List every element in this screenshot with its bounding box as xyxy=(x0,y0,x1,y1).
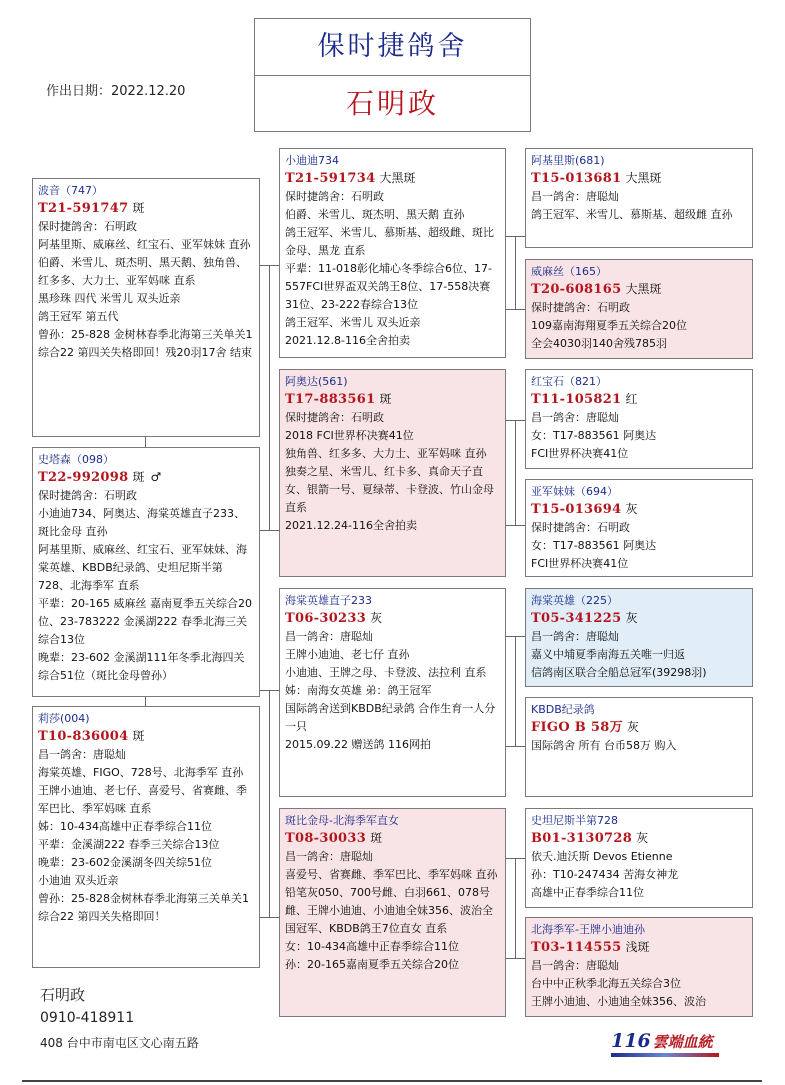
detail-line: 昌一鸽舍：唐聪灿 xyxy=(531,630,619,643)
site-logo xyxy=(611,1030,713,1052)
detail-line: 国际鸽舍送到KBDB纪录鸽 合作生育一人分一只 xyxy=(285,702,496,733)
ring-code: T03-114555 xyxy=(531,940,622,955)
ring-code: T17-883561 xyxy=(285,392,376,407)
detail-line: 女：T17-883561 阿奥达 xyxy=(531,539,657,552)
ring-number xyxy=(38,727,254,746)
detail-line: 晚辈：23-602 金溪湖111年冬季北海四关综合51位（斑比金母曾孙） xyxy=(38,651,245,682)
detail-line: 鸽王冠军、米雪儿、慕斯基、超级雌、斑比金母、黑龙 直系 xyxy=(285,226,494,257)
sex-symbol: ♂ xyxy=(150,470,162,484)
bird-color: 灰 xyxy=(625,611,638,625)
title-box xyxy=(254,18,531,132)
ring-number xyxy=(531,829,747,848)
ring-code: T11-105821 xyxy=(531,392,622,407)
bird-color: 大黑斑 xyxy=(379,171,416,185)
pedigree-card-dam-dam xyxy=(279,808,506,1017)
ring-code: T22-992098 xyxy=(38,470,129,485)
pedigree-card-dam-sire xyxy=(279,588,506,797)
detail-line: 109嘉南海翔夏季五关综合20位 xyxy=(531,319,687,332)
detail-line: 平辈：20-165 威麻丝 嘉南夏季五关综合20位、23-783222 金溪湖222 春季北海三关综合13位 xyxy=(38,597,252,646)
detail-line: 王牌小迪迪、小迪迪全妹356、波治 xyxy=(531,995,706,1008)
issue-date: 作出日期：2022.12.20 xyxy=(46,84,186,99)
ring-code: FIGO B 58万 xyxy=(531,720,623,735)
connector xyxy=(505,525,525,526)
detail-line: 信鸽南区联合全船总冠军(39298羽) xyxy=(531,666,707,679)
detail-line: 保时捷鸽舍：石明政 xyxy=(285,190,384,203)
bird-color: 斑 xyxy=(132,201,145,215)
detail-line: 台中中正秋季北海五关综合3位 xyxy=(531,977,681,990)
bottom-divider xyxy=(22,1080,762,1082)
detail-line: 小迪迪 双头近亲 xyxy=(38,874,119,887)
detail-line: 女：10-434高雄中正春季综合11位 xyxy=(285,940,459,953)
bird-name: 史塔森（098） xyxy=(38,453,114,466)
connector xyxy=(269,690,270,917)
detail-line: 保时捷鸽舍：石明政 xyxy=(38,489,137,502)
detail-line: 昌一鸽舍：唐聪灿 xyxy=(531,190,619,203)
detail-line: FCI世界杯决赛41位 xyxy=(531,447,629,460)
detail-line: 铅笔灰050、700号雌、白羽661、078号雌、王牌小迪迪、小迪迪全妹356、波治全国冠军、KBDB鸽王7位直女 直系 xyxy=(285,886,493,935)
pedigree-card-sss xyxy=(525,148,753,248)
ring-code: T15-013681 xyxy=(531,171,622,186)
connector xyxy=(505,958,525,959)
detail-line: 女：T17-883561 阿奥达 xyxy=(531,429,657,442)
ring-code: T05-341225 xyxy=(531,611,622,626)
pedigree-card-dds xyxy=(525,808,753,908)
ring-code: T06-30233 xyxy=(285,611,367,626)
detail-line: 姊：10-434高雄中正春季综合11位 xyxy=(38,820,212,833)
ring-number xyxy=(285,829,500,848)
ring-code: B01-3130728 xyxy=(531,831,633,846)
pedigree-card-ddd xyxy=(525,917,753,1017)
loft-title: 保时捷鸽舍 xyxy=(255,19,530,76)
bird-color: 斑 xyxy=(132,729,145,743)
connector xyxy=(145,697,146,706)
detail-line: 保时捷鸽舍：石明政 xyxy=(531,521,630,534)
connector xyxy=(505,309,525,310)
pedigree-card-sdd xyxy=(525,479,753,577)
detail-line: 2015.09.22 赠送鸽 116网拍 xyxy=(285,738,431,751)
bird-color: 浅斑 xyxy=(625,940,650,954)
connector xyxy=(259,530,279,531)
ring-number xyxy=(531,390,747,409)
bird-name: 阿基里斯(681) xyxy=(531,154,605,167)
connector xyxy=(515,858,516,958)
footer-owner-name: 石明政 xyxy=(40,986,86,1004)
ring-number xyxy=(285,169,500,188)
ring-number xyxy=(531,169,747,188)
detail-line: 昌一鸽舍：唐聪灿 xyxy=(38,748,126,761)
detail-line: 平辈：11-018彰化埔心冬季综合6位、17-557FCI世界盃双关鸽王8位、17-558决赛31位、23-222春综合13位 xyxy=(285,262,492,311)
ring-number xyxy=(531,938,747,957)
detail-line: 2021.12.24-116全舍拍卖 xyxy=(285,519,417,532)
bird-name: 威麻丝（165） xyxy=(531,265,607,278)
connector xyxy=(515,236,516,309)
detail-line: 昌一鸽舍：唐聪灿 xyxy=(285,850,373,863)
detail-line: 黑珍珠 四代 米雪儿 双头近亲 xyxy=(38,292,181,305)
detail-line: 昌一鸽舍：唐聪灿 xyxy=(285,630,373,643)
detail-line: 全会4030羽140舍残785羽 xyxy=(531,337,667,350)
pedigree-card-sire xyxy=(32,447,260,697)
detail-line: 国际鸽舍 所有 台币58万 购入 xyxy=(531,739,677,752)
pedigree-card-dam xyxy=(32,706,260,968)
detail-line: 小迪迪、王牌之母、卡登波、法拉利 直系 xyxy=(285,666,487,679)
bird-name: 亚军妹妹（694） xyxy=(531,485,618,498)
detail-line: 2018 FCI世界杯决赛41位 xyxy=(285,429,414,442)
detail-line: 曾孙：25-828 金树林春季北海第三关单关1 综合22 第四关失格即回！残20羽17舍 结束 xyxy=(38,328,253,359)
connector xyxy=(145,437,146,447)
ring-code: T21-591747 xyxy=(38,201,129,216)
detail-line: 依夭.迪沃斯 Devos Etienne xyxy=(531,850,673,863)
ring-code: T20-608165 xyxy=(531,282,622,297)
detail-line: 鸽王冠军 第五代 xyxy=(38,310,119,323)
ring-number xyxy=(285,609,500,628)
detail-line: 独奏之星、米雪儿、红卡多、真命天子直女、银箭一号、夏绿蒂、卡登波、竹山金母 直系 xyxy=(285,465,494,514)
bird-color: 斑 xyxy=(379,392,392,406)
logo-number: 116 xyxy=(611,1030,651,1052)
bird-name: 史坦尼斯半第728 xyxy=(531,814,618,827)
bird-name: 小迪迪734 xyxy=(285,154,339,167)
connector xyxy=(505,746,525,747)
connector xyxy=(259,917,279,918)
bird-name: 斑比金母-北海季军直女 xyxy=(285,814,399,827)
detail-line: 阿基里斯、威麻丝、红宝石、亚军妹妹、海棠英雄、KBDB纪录鸽、史坦尼斯半第728、北海季军 直系 xyxy=(38,543,247,592)
pedigree-card-dsd xyxy=(525,697,753,797)
detail-line: 保时捷鸽舍：石明政 xyxy=(38,220,137,233)
footer-phone: 0910-418911 xyxy=(40,1010,135,1026)
detail-line: 伯爵、米雪儿、斑杰明、黑天鹅 直孙 xyxy=(285,208,465,221)
detail-line: 喜爱号、省赛雌、季军巴比、季军妈咪 直孙 xyxy=(285,868,498,881)
connector xyxy=(515,420,516,525)
detail-line: 王牌小迪迪、老七仔 直孙 xyxy=(285,648,410,661)
bird-color: 灰 xyxy=(370,611,383,625)
detail-line: 孙：20-165嘉南夏季五关综合20位 xyxy=(285,958,459,971)
detail-line: 海棠英雄、FIGO、728号、北海季军 直孙 xyxy=(38,766,244,779)
bird-name: 波音（747） xyxy=(38,184,103,197)
bird-color: 斑 xyxy=(132,470,145,484)
detail-line: 王牌小迪迪、老七仔、喜爱号、省赛雌、季军巴比、季军妈咪 直系 xyxy=(38,784,247,815)
ring-code: T10-836004 xyxy=(38,729,129,744)
connector xyxy=(269,265,270,530)
detail-line: 2021.12.8-116全舍拍卖 xyxy=(285,334,410,347)
ring-number xyxy=(531,500,747,519)
bird-name: 北海季军-王牌小迪迪孙 xyxy=(531,923,645,936)
detail-line: 伯爵、米雪儿、斑杰明、黑天鹅、独角兽、红多多、大力士、亚军妈咪 直系 xyxy=(38,256,247,287)
detail-line: 昌一鸽舍：唐聪灿 xyxy=(531,959,619,972)
detail-line: 小迪迪734、阿奥达、海棠英雄直子233、斑比金母 直孙 xyxy=(38,507,245,538)
pedigree-card-ssd xyxy=(525,259,753,359)
detail-line: FCI世界杯决赛41位 xyxy=(531,557,629,570)
bird-color: 斑 xyxy=(370,831,383,845)
ring-number xyxy=(531,609,747,628)
bird-color: 大黑斑 xyxy=(625,282,662,296)
detail-line: 晚辈：23-602金溪湖冬四关综51位 xyxy=(38,856,212,869)
detail-line: 孙：T10-247434 苦海女神龙 xyxy=(531,868,679,881)
ring-code: T15-013694 xyxy=(531,502,622,517)
ring-code: T08-30033 xyxy=(285,831,367,846)
detail-line: 鸽王冠军、米雪儿、慕斯基、超级雌 直孙 xyxy=(531,208,733,221)
bird-name: 海棠英雄直子233 xyxy=(285,594,372,607)
bird-color: 红 xyxy=(625,392,638,406)
detail-line: 保时捷鸽舍：石明政 xyxy=(531,301,630,314)
logo-text: 雲端血統 xyxy=(652,1033,713,1051)
detail-line: 独角兽、红多多、大力士、亚军妈咪 直孙 xyxy=(285,447,487,460)
connector xyxy=(515,636,516,746)
bird-name: 海棠英雄（225） xyxy=(531,594,618,607)
ring-number xyxy=(38,199,254,218)
detail-line: 保时捷鸽舍：石明政 xyxy=(285,411,384,424)
pedigree-card-sire-sire xyxy=(279,148,506,358)
bird-name: 红宝石（821） xyxy=(531,375,607,388)
detail-line: 阿基里斯、威麻丝、红宝石、亚军妹妹 直孙 xyxy=(38,238,251,251)
pedigree-card-dss xyxy=(525,588,753,687)
detail-line: 昌一鸽舍：唐聪灿 xyxy=(531,411,619,424)
footer-address: 408 台中市南屯区文心南五路 xyxy=(40,1036,199,1050)
ring-number xyxy=(285,390,500,409)
detail-line: 曾孙：25-828金树林春季北海第三关单关1 综合22 第四关失格即回！ xyxy=(38,892,249,923)
ring-code: T21-591734 xyxy=(285,171,376,186)
detail-line: 鸽王冠军、米雪儿 双头近亲 xyxy=(285,316,421,329)
bird-color: 灰 xyxy=(626,720,639,734)
pedigree-card-sds xyxy=(525,369,753,469)
bird-name: 莉莎(004) xyxy=(38,712,90,725)
detail-line: 嘉义中埔夏季南海五关唯一归返 xyxy=(531,648,685,661)
detail-line: 姊：南海女英雄 弟：鸽王冠军 xyxy=(285,684,432,697)
bird-color: 灰 xyxy=(636,831,649,845)
owner-title: 石明政 xyxy=(345,87,439,120)
pedigree-card-sire-dam xyxy=(279,369,506,577)
bird-color: 灰 xyxy=(625,502,638,516)
ring-number xyxy=(38,468,254,487)
ring-number xyxy=(531,718,747,737)
pedigree-card-subject xyxy=(32,178,260,437)
bird-color: 大黑斑 xyxy=(625,171,662,185)
detail-line: 平辈：金溪湖222 春季三关综合13位 xyxy=(38,838,220,851)
bird-name: KBDB纪录鸽 xyxy=(531,703,595,716)
logo-underline xyxy=(611,1053,719,1057)
ring-number xyxy=(531,280,747,299)
bird-name: 阿奥达(561) xyxy=(285,375,348,388)
detail-line: 高雄中正春季综合11位 xyxy=(531,886,644,899)
